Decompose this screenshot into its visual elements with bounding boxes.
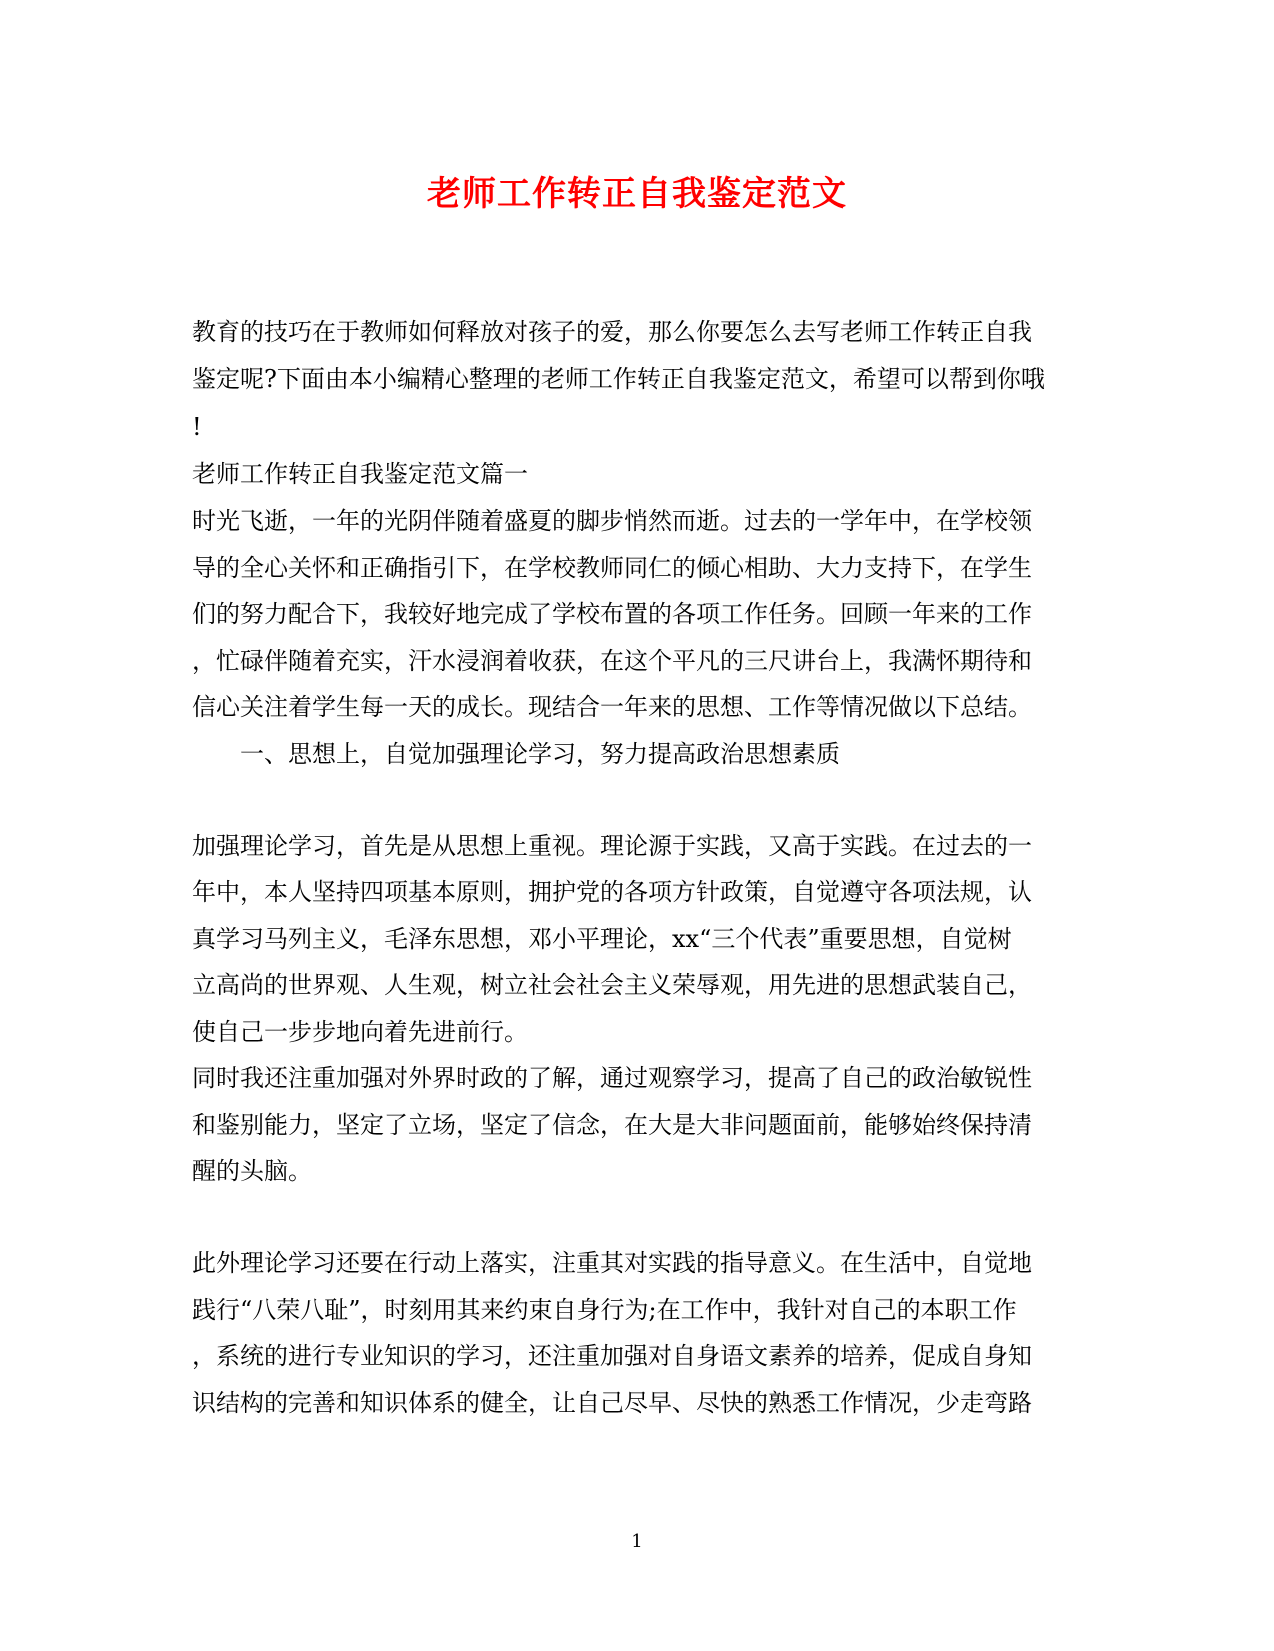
text-line: 同时我还注重加强对外界时政的了解，通过观察学习，提高了自己的政治敏锐性 (192, 1064, 1032, 1092)
text-line: 年中，本人坚持四项基本原则，拥护党的各项方针政策，自觉遵守各项法规，认 (192, 878, 1032, 906)
text-line: ，忙碌伴随着充实，汗水浸润着收获，在这个平凡的三尺讲台上，我满怀期待和 (192, 647, 1032, 675)
text-line: 践行“八荣八耻”，时刻用其来约束自身行为;在工作中，我针对自己的本职工作 (192, 1296, 1017, 1324)
text-line: 鉴定呢?下面由本小编精心整理的老师工作转正自我鉴定范文，希望可以帮到你哦 (192, 365, 1045, 393)
text-line: 加强理论学习，首先是从思想上重视。理论源于实践，又高于实践。在过去的一 (192, 832, 1032, 860)
section-heading: 老师工作转正自我鉴定范文篇一 (192, 460, 528, 488)
page-number: 1 (631, 1531, 643, 1552)
text-line: 识结构的完善和知识体系的健全，让自己尽早、尽快的熟悉工作情况，少走弯路 (192, 1389, 1032, 1417)
subsection-heading: 一、思想上，自觉加强理论学习，努力提高政治思想素质 (240, 740, 840, 768)
text-line: 和鉴别能力，坚定了立场，坚定了信念，在大是大非问题面前，能够始终保持清 (192, 1111, 1032, 1139)
text-line: 真学习马列主义，毛泽东思想，邓小平理论，xx“三个代表”重要思想，自觉树 (192, 925, 1012, 953)
text-line: ，系统的进行专业知识的学习，还注重加强对自身语文素养的培养，促成自身知 (192, 1342, 1032, 1370)
text-line: 使自己一步步地向着先进前行。 (192, 1018, 528, 1046)
text-line: 时光飞逝，一年的光阴伴随着盛夏的脚步悄然而逝。过去的一学年中，在学校领 (192, 507, 1032, 535)
text-line: 们的努力配合下，我较好地完成了学校布置的各项工作任务。回顾一年来的工作 (192, 600, 1032, 628)
text-line: 教育的技巧在于教师如何释放对孩子的爱，那么你要怎么去写老师工作转正自我 (192, 318, 1032, 346)
text-line: ! (192, 413, 202, 441)
text-line: 此外理论学习还要在行动上落实，注重其对实践的指导意义。在生活中，自觉地 (192, 1249, 1032, 1277)
text-line: 立高尚的世界观、人生观，树立社会社会主义荣辱观，用先进的思想武装自己， (192, 971, 1032, 999)
text-line: 醒的头脑。 (192, 1157, 312, 1185)
document-title: 老师工作转正自我鉴定范文 (427, 174, 847, 214)
text-line: 信心关注着学生每一天的成长。现结合一年来的思想、工作等情况做以下总结。 (192, 693, 1032, 721)
text-line: 导的全心关怀和正确指引下，在学校教师同仁的倾心相助、大力支持下，在学生 (192, 554, 1032, 582)
